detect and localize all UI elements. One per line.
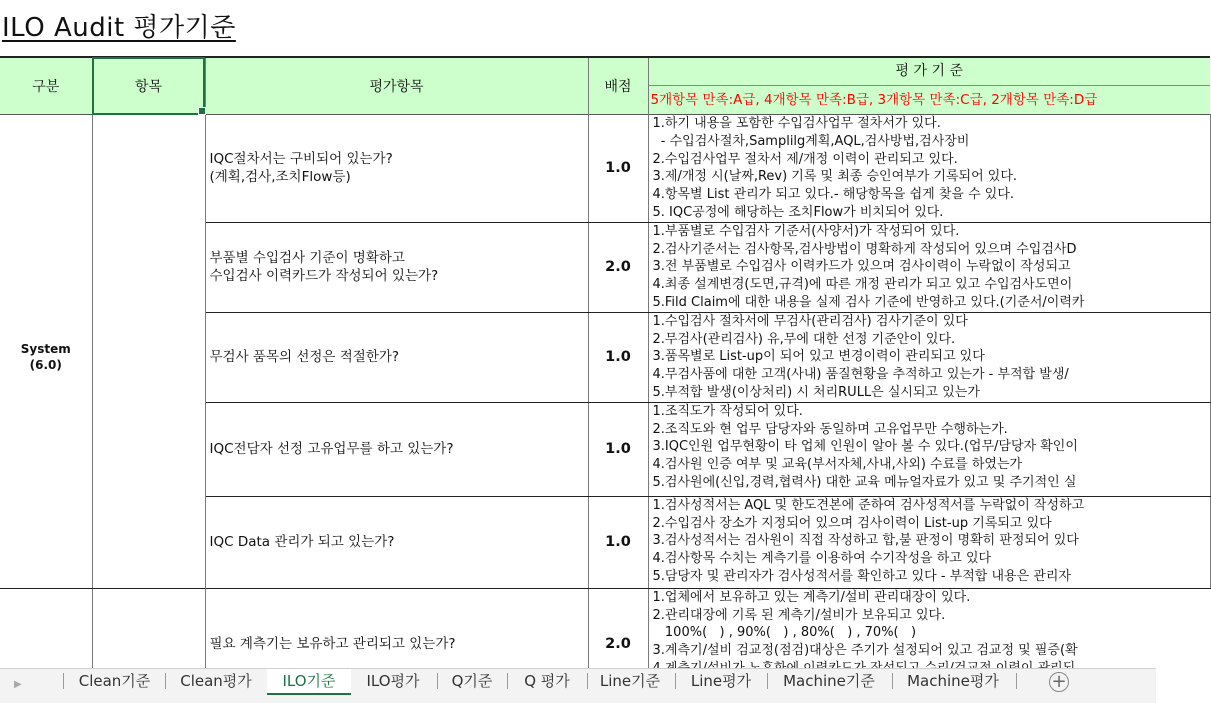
table-row <box>0 402 1210 496</box>
score-cell[interactable]: 2.0 <box>588 588 648 698</box>
header-item[interactable]: 항목 <box>92 57 205 115</box>
tab-divider <box>675 673 676 689</box>
criteria-grade-note: 5개항목 만족:A급, 4개항목 만족:B급, 3개항목 만족:C급, 2개항목 만족:D급 <box>650 92 1098 108</box>
tab-machine-criteria[interactable]: Machine기준 <box>783 672 875 690</box>
question-cell[interactable]: 무검사 품목의 선정은 적절한가? <box>205 312 588 402</box>
score-cell[interactable]: 1.0 <box>588 402 648 496</box>
tab-divider <box>1016 673 1017 689</box>
item-cell[interactable] <box>92 402 205 496</box>
table-row <box>0 222 1210 312</box>
tab-ilo-criteria[interactable]: ILO기준 <box>267 669 351 695</box>
tab-clean-eval[interactable]: Clean평가 <box>180 672 252 690</box>
item-cell[interactable] <box>92 222 205 312</box>
header-criteria-cell[interactable] <box>648 57 1210 115</box>
category-system-cell[interactable]: System (6.0) <box>0 312 92 402</box>
tab-clean-criteria[interactable]: Clean기준 <box>78 672 151 690</box>
category-cell[interactable] <box>0 222 92 312</box>
score-cell[interactable]: 1.0 <box>588 496 648 588</box>
add-sheet-icon[interactable]: + <box>1049 672 1069 692</box>
score-cell[interactable]: 2.0 <box>588 222 648 312</box>
sheet-title: ILO Audit 평가기준 <box>2 13 236 43</box>
question-cell[interactable]: IQC Data 관리가 되고 있는가? <box>205 496 588 588</box>
item-cell[interactable] <box>92 115 205 223</box>
tab-divider <box>892 673 893 689</box>
score-cell[interactable]: 1.0 <box>588 115 648 223</box>
table-row <box>0 312 1210 402</box>
criteria-cell[interactable]: 1.검사성적서는 AQL 및 한도견본에 준하여 검사성적서를 누락없이 작성하고 2.수입검사 장소가 지정되어 있으며 검사이력이 List-up 기록되고 있다 3.검사성적서는 검사원이 직접 작성하고 합,불 판정이 명확히 판정되어 있다 4.검사항목 수치는 계측기를 이용하여 수기작성을 하고 있다 5.담당자 및 관리자가 검사성적서를 확인하고 있다 - 부적합 내용은 관리자 <box>648 496 1210 588</box>
question-cell[interactable]: IQC절차서는 구비되어 있는가? (계획,검사,조치Flow등) <box>205 115 588 223</box>
spreadsheet-grid[interactable] <box>0 56 1156 668</box>
table-row <box>0 115 1210 223</box>
category-cell[interactable] <box>0 115 92 223</box>
criteria-cell[interactable]: 1.부품별로 수입검사 기준서(사양서)가 작성되어 있다. 2.검사기준서는 검사항목,검사방법이 명확하게 작성되어 있으며 수입검사D 3.전 부품별로 수입검사 이력카드가 있으며 검사이력이 누락없이 작성되고 4.최종 설계변경(도면,규격)에 따른 개정 관리가 되고 있고 수입검사도면이 5.Fild Claim에 대한 내용을 실제 검사 기준에 반영하고 있다.(기준서/이력카 <box>648 222 1210 312</box>
tab-q-criteria[interactable]: Q기준 <box>451 672 493 690</box>
criteria-cell[interactable]: 1.조직도가 작성되어 있다. 2.조직도와 현 업무 담당자와 동일하며 고유업무만 수행하는가. 3.IQC인원 업무현황이 타 업체 인원이 알아 볼 수 있다.(업무/담당자 확인이 4.검사원 인증 여부 및 교육(부서자체,사내,사외) 수료를 하였는가 5.검사원에(신입,경력,협력사) 대한 교육 메뉴얼자료가 있고 및 주기적인 실 <box>648 402 1210 496</box>
item-cell[interactable] <box>92 312 205 402</box>
criteria-cell[interactable]: 1.수입검사 절차서에 무검사(관리검사) 검사기준이 있다 2.무검사(관리검사) 유,무에 대한 선정 기준안이 있다. 3.품목별로 List-up이 되어 있고 변경이력이 관리되고 있다 4.무검사품에 대한 고객(사내) 품질현황을 추적하고 있는가 - 부적합 발생/ 5.부적합 발생(이상처리) 시 처리RULL은 실시되고 있는가 <box>648 312 1210 402</box>
criteria-table <box>0 56 1211 698</box>
item-cell[interactable] <box>92 496 205 588</box>
header-evaluation-item[interactable]: 평가항목 <box>205 57 588 115</box>
tab-line-eval[interactable]: Line평가 <box>690 672 752 690</box>
tab-q-eval[interactable]: Q 평가 <box>524 672 570 690</box>
header-row <box>0 57 1210 115</box>
tab-ilo-eval[interactable]: ILO평가 <box>366 672 420 690</box>
criteria-cell[interactable]: 1.업체에서 보유하고 있는 계측기/설비 관리대장이 있다. 2.관리대장에 기록 된 계측기/설비가 보유되고 있다. 100%( ) , 90%( ) , 80%( ) , 70%( ) 3.계측기/설비 검교정(점검)대상은 주기가 설정되어 있고 검교정 및 필증(확 <box>652 589 1078 659</box>
tab-machine-eval[interactable]: Machine평가 <box>907 672 999 690</box>
sheet-nav-arrow-icon[interactable]: ▶ <box>14 679 22 690</box>
tab-divider <box>587 673 588 689</box>
question-cell[interactable]: 부품별 수입검사 기준이 명확하고 수입검사 이력카드가 작성되어 있는가? <box>205 222 588 312</box>
table-row <box>0 496 1210 588</box>
score-cell[interactable]: 1.0 <box>588 312 648 402</box>
tab-divider <box>165 673 166 689</box>
criteria-cell[interactable]: 1.하기 내용을 포함한 수입검사업무 절차서가 있다. - 수입검사절차,Samplilg계획,AQL,검사방법,검사장비 2.수입검사업무 절차서 제/개정 이력이 관리되고 있다. 3.제/개정 시(날짜,Rev) 기록 및 최종 승인여부가 기록되어 있다. 4.항목별 List 관리가 되고 있다.- 해당항목을 쉽게 찾을 수 있다. 5. IQC공정에 해당하는 조치Flow가 비치되어 있다. <box>648 115 1210 223</box>
tab-divider <box>63 673 64 689</box>
category-cell[interactable] <box>0 402 92 496</box>
tab-line-criteria[interactable]: Line기준 <box>599 672 661 690</box>
tab-divider <box>437 673 438 689</box>
header-score[interactable]: 배점 <box>588 57 648 115</box>
question-cell[interactable]: IQC전담자 선정 고유업무를 하고 있는가? <box>205 402 588 496</box>
tab-divider <box>507 673 508 689</box>
category-cell[interactable] <box>0 496 92 588</box>
question-cell[interactable]: 필요 계측기는 보유하고 관리되고 있는가? <box>205 588 588 698</box>
tab-divider <box>767 673 768 689</box>
header-category[interactable]: 구분 <box>0 57 92 115</box>
header-criteria: 평 가 기 준 <box>649 58 1211 86</box>
sheet-tab-bar <box>0 668 1156 703</box>
